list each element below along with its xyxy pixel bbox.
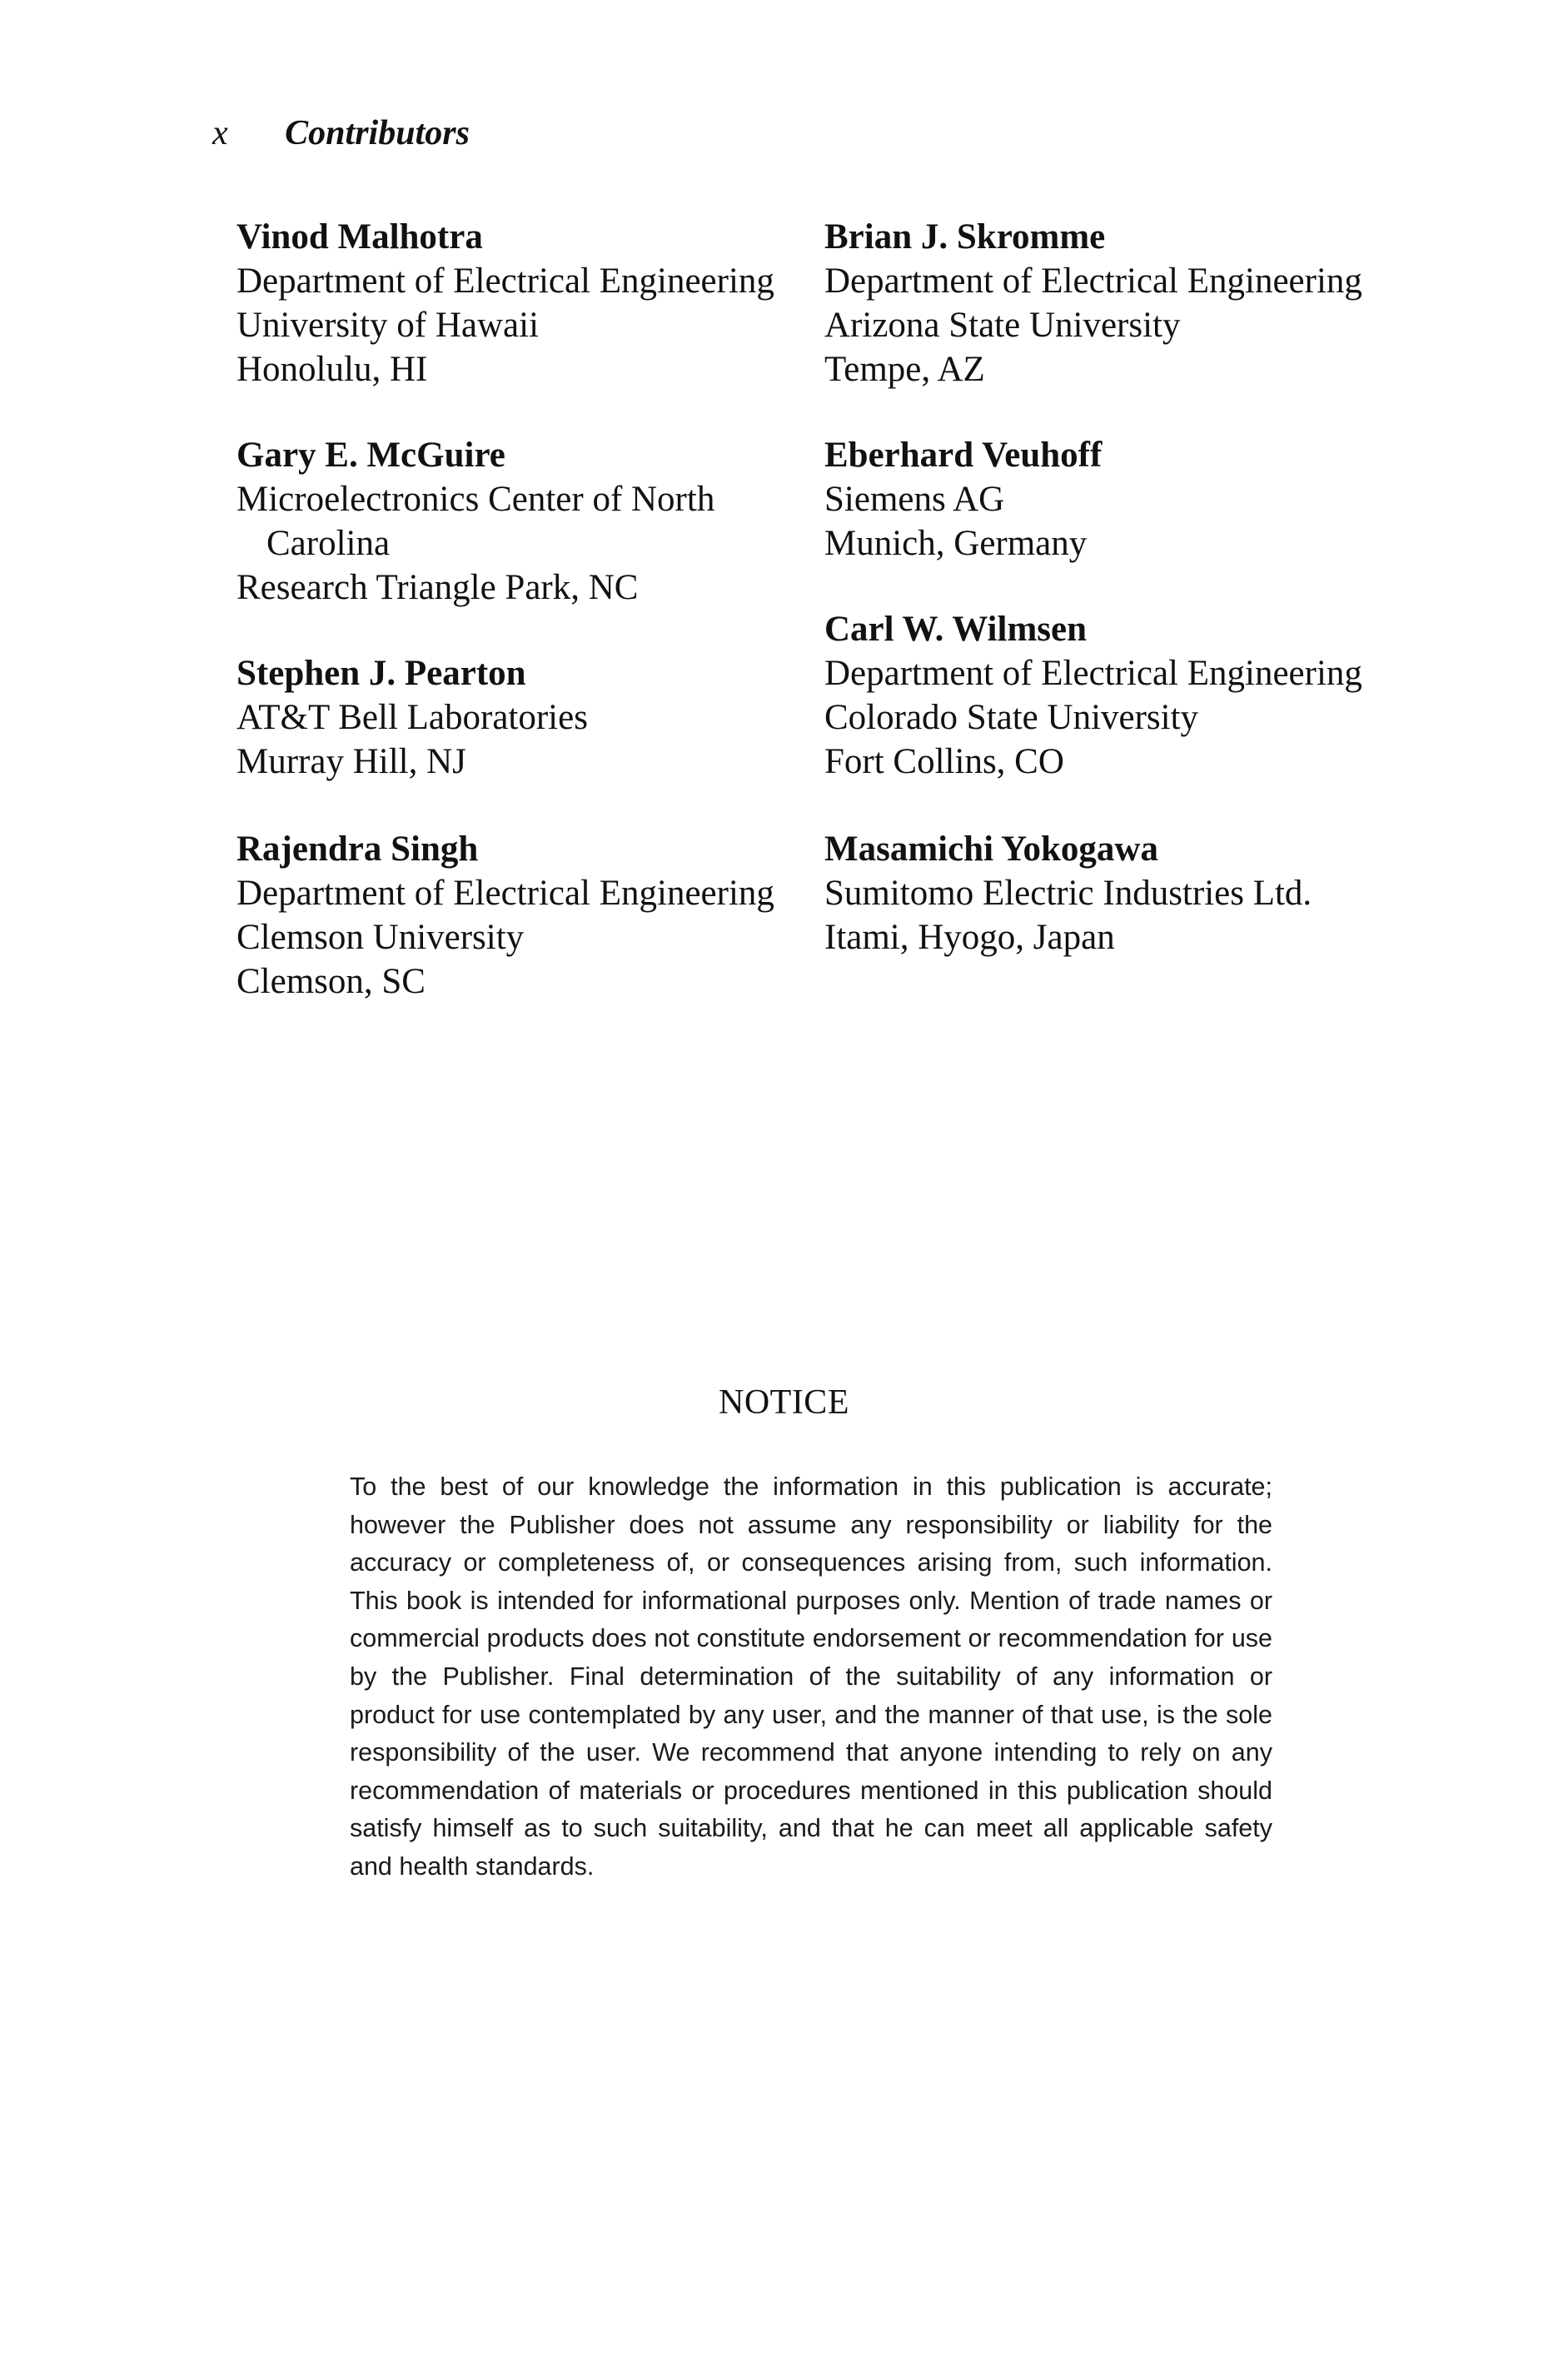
affiliation-line: Arizona State University bbox=[824, 306, 1181, 345]
running-header bbox=[212, 113, 470, 153]
affiliation-line: Honolulu, HI bbox=[236, 350, 428, 389]
affiliation-line: Sumitomo Electric Industries Ltd. bbox=[824, 874, 1312, 913]
notice-heading: NOTICE bbox=[719, 1383, 849, 1422]
affiliation-line: Department of Electrical Engineering bbox=[236, 874, 774, 913]
contributor-entry bbox=[824, 433, 1102, 566]
affiliation-line: Siemens AG bbox=[824, 480, 1005, 519]
contributor-entry bbox=[824, 607, 1362, 784]
contributor-entry bbox=[236, 433, 714, 610]
affiliation-line: Carolina bbox=[266, 524, 391, 563]
contributor-name: Masamichi Yokogawa bbox=[824, 830, 1158, 869]
section-title: Contributors bbox=[285, 114, 470, 152]
affiliation-line: Research Triangle Park, NC bbox=[236, 568, 639, 607]
contributor-name: Carl W. Wilmsen bbox=[824, 610, 1088, 649]
affiliation-line: Itami, Hyogo, Japan bbox=[824, 918, 1115, 957]
affiliation-line: University of Hawaii bbox=[236, 306, 540, 345]
contributor-name: Stephen J. Pearton bbox=[236, 654, 526, 693]
affiliation-line: Department of Electrical Engineering bbox=[824, 654, 1362, 693]
contributor-name: Brian J. Skromme bbox=[824, 217, 1106, 257]
affiliation-line: Clemson University bbox=[236, 918, 525, 957]
affiliation-line: Clemson, SC bbox=[236, 962, 426, 1001]
contributor-entry bbox=[236, 827, 774, 1004]
affiliation-line: AT&T Bell Laboratories bbox=[236, 698, 588, 737]
contributor-entry bbox=[236, 651, 588, 784]
affiliation-line: Microelectronics Center of North bbox=[236, 480, 715, 519]
contributor-name: Gary E. McGuire bbox=[236, 436, 505, 475]
notice-text: To the best of our knowledge the information in this publication is accurate; however the Publisher does not assume any responsibility or liability for the accuracy or completeness of, or consequences arising from, such information. This book is intended for informational purposes only. Mention of trade names or commercial products does not constitute endorsement or recommendation for use by the Publisher. Final determination of the suitability of any information or product for use contemplated by any user, and the manner of that use, is the sole responsibility of the user. We recommend that anyone intending to rely on any recommendation of materials or procedures mentioned in this publication should satisfy himself as to such suitability, and that he can meet all applicable safety and health standards. bbox=[350, 1473, 1272, 1881]
affiliation-line: Murray Hill, NJ bbox=[236, 742, 466, 781]
affiliation-line: Fort Collins, CO bbox=[824, 742, 1064, 781]
affiliation-line: Tempe, AZ bbox=[824, 350, 985, 389]
affiliation-line: Munich, Germany bbox=[824, 524, 1088, 563]
affiliation-line: Department of Electrical Engineering bbox=[824, 262, 1362, 301]
affiliation-line: Department of Electrical Engineering bbox=[236, 262, 774, 301]
contributor-name: Eberhard Veuhoff bbox=[824, 436, 1103, 475]
contributor-entry bbox=[824, 827, 1312, 959]
contributor-name: Vinod Malhotra bbox=[236, 217, 483, 257]
contributor-entry bbox=[824, 215, 1362, 391]
contributor-entry bbox=[236, 215, 774, 391]
page-number: x bbox=[212, 114, 228, 152]
affiliation-line: Colorado State University bbox=[824, 698, 1199, 737]
contributor-name: Rajendra Singh bbox=[236, 830, 479, 869]
